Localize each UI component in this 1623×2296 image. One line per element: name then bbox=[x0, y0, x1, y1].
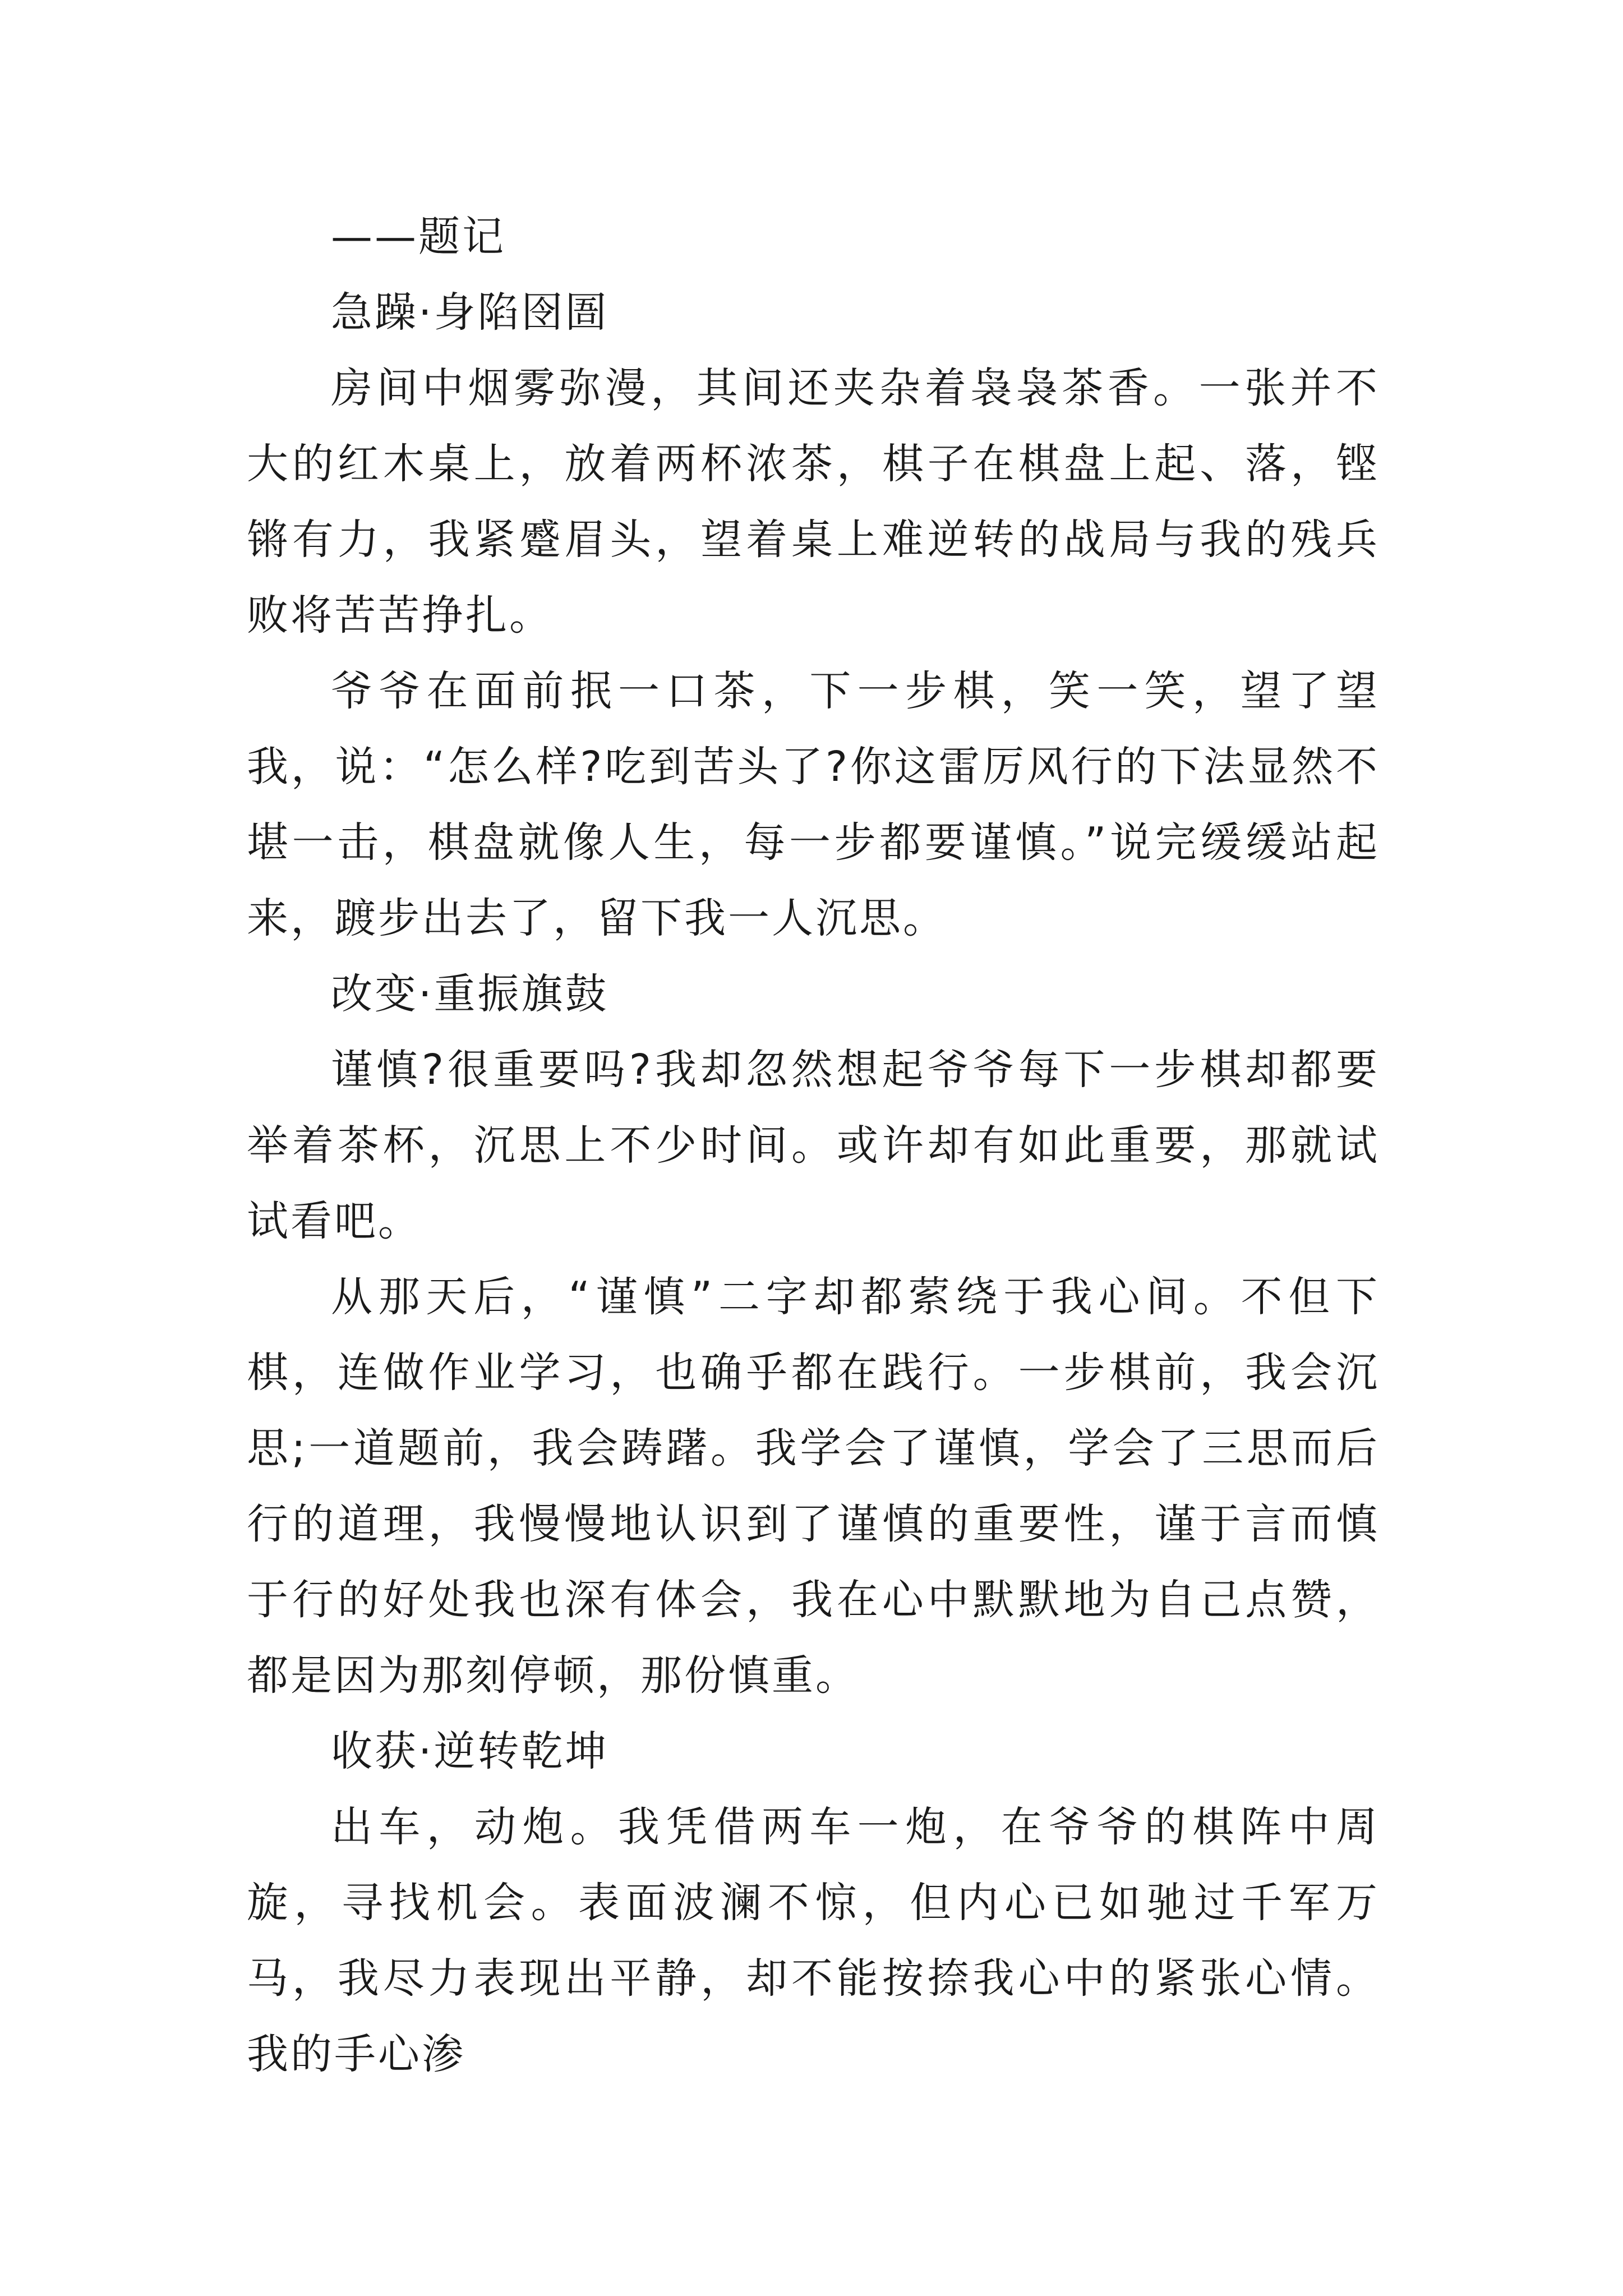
paragraph: 爷爷在面前抿一口茶，下一步棋，笑一笑，望了望我，说：“怎么样?吃到苦头了?你这雷厉风行的下法显然不堪一击，棋盘就像人生，每一步都要谨慎。”说完缓缓站起来，踱步出去了，留下我一人沉思。 bbox=[247, 667, 1380, 942]
section-heading: 收获·逆转乾坤 bbox=[331, 1727, 609, 1775]
paragraph: 从那天后，“谨慎”二字却都萦绕于我心间。不但下棋，连做作业学习，也确乎都在践行。一步棋前，我会沉思;一道题前，我会踌躇。我学会了谨慎，学会了三思而后行的道理，我慢慢地认识到了谨慎的重要性，谨于言而慎于行的好处我也深有体会，我在心中默默地为自己点赞，都是因为那刻停顿，那份慎重。 bbox=[247, 1273, 1380, 1700]
paragraph: 出车，动炮。我凭借两车一炮，在爷爷的棋阵中周旋，寻找机会。表面波澜不惊，但内心已如驰过千军万马，我尽力表现出平静，却不能按捺我心中的紧张心情。我的手心渗 bbox=[247, 1803, 1380, 2078]
paragraph: 房间中烟雾弥漫，其间还夹杂着袅袅茶香。一张并不大的红木桌上，放着两杯浓茶，棋子在棋盘上起、落，铿锵有力，我紧蹙眉头，望着桌上难逆转的战局与我的残兵败将苦苦挣扎。 bbox=[247, 364, 1380, 639]
essay-body bbox=[247, 199, 1380, 2092]
paragraph: 谨慎?很重要吗?我却忽然想起爷爷每下一步棋却都要举着茶杯，沉思上不少时间。或许却有如此重要，那就试试看吧。 bbox=[247, 1046, 1380, 1245]
inscription: ——题记 bbox=[331, 213, 506, 261]
section-heading: 改变·重振旗鼓 bbox=[331, 970, 609, 1018]
section-heading: 急躁·身陷囹圄 bbox=[331, 288, 609, 337]
